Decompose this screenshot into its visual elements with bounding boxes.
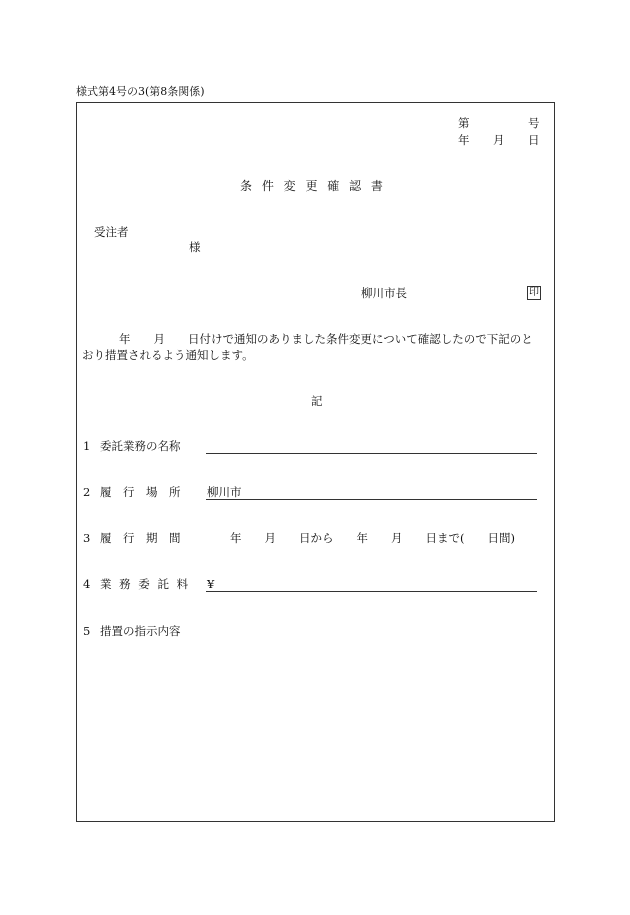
item-4-label: 業 務 委 託 料 (100, 577, 191, 591)
recipient-label: 受注者 (94, 225, 129, 239)
item-5-label: 措置の指示内容 (100, 624, 181, 638)
item-2-number: 2 (83, 485, 91, 499)
body-line-1: 年 月 日付けで通知のありました条件変更について確認したので下記のと (119, 332, 533, 346)
ki-heading: 記 (311, 394, 323, 408)
date-month: 月 (493, 133, 505, 147)
page-title: 条 件 変 更 確 認 書 (240, 179, 386, 193)
item-1-underline (206, 453, 537, 454)
item-1-label: 委託業務の名称 (100, 439, 181, 453)
item-2-value: 柳川市 (207, 485, 242, 499)
item-4-number: 4 (83, 577, 91, 591)
item-3-value: 年 月 日から 年 月 日まで( 日間) (230, 531, 515, 545)
seal-mark: 印 (529, 287, 539, 298)
item-4-underline (206, 591, 537, 592)
form-frame (76, 102, 555, 822)
body-line-2: おり措置されるよう通知します。 (82, 348, 254, 362)
item-1-number: 1 (83, 439, 91, 453)
item-3-label: 履 行 期 間 (100, 531, 181, 545)
item-4-value: ¥ (207, 577, 215, 591)
date-year: 年 (458, 133, 470, 147)
form-id: 様式第4号の3(第8条関係) (76, 85, 205, 98)
item-3-number: 3 (83, 531, 91, 545)
item-2-underline (206, 499, 537, 500)
number-suffix: 号 (528, 116, 540, 130)
issuer-name: 柳川市長 (361, 286, 407, 300)
recipient-honorific: 様 (189, 240, 201, 254)
item-2-label: 履 行 場 所 (100, 485, 181, 499)
item-5-number: 5 (83, 624, 91, 638)
date-day: 日 (528, 133, 540, 147)
number-prefix: 第 (458, 116, 470, 130)
